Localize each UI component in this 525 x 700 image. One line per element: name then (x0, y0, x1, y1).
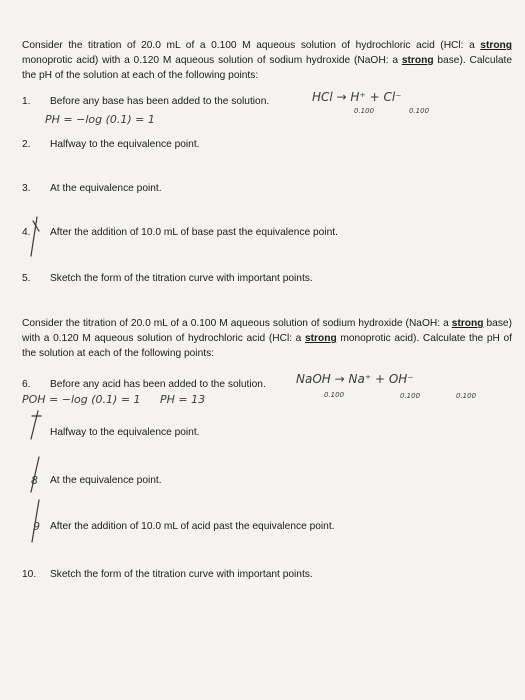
handwritten-poh: POH = −log (0.1) = 1 (22, 393, 141, 406)
pen-stroke (31, 411, 38, 439)
question-number: 10. (22, 569, 37, 580)
question-text: Halfway to the equivalence point. (50, 139, 200, 150)
strong-emphasis: strong (451, 318, 484, 329)
intro-text: base) with a 0.120 M aqueous solution of hydrochloric acid (HCl: a (22, 318, 512, 344)
question-text: Halfway to the equivalence point. (50, 427, 200, 438)
strong-emphasis: strong (480, 40, 512, 51)
question-text: Before any base has been added to the solution. (50, 96, 270, 107)
strong-emphasis: strong (304, 333, 337, 344)
handwritten-concentration: 0.100 (409, 107, 430, 115)
intro-text: Consider the titration of 20.0 mL of a 0.100 M aqueous solution of hydrochloric acid (HCl: a (22, 40, 481, 51)
question-text: At the equivalence point. (50, 475, 162, 486)
question-number: 3. (22, 183, 31, 194)
question-text: At the equivalence point. (50, 183, 162, 194)
handwritten-concentration: 0.100 (456, 392, 477, 400)
handwritten-number: 8 (31, 474, 38, 487)
question-text: After the addition of 10.0 mL of base past the equivalence point. (50, 227, 338, 238)
handwritten-number: 9 (33, 520, 40, 533)
handwritten-concentration: 0.100 (324, 391, 345, 399)
intro-text: base). Calculate the pH of the solution at each of the following points: (22, 55, 512, 81)
handwritten-reaction: NaOH → Na⁺ + OH⁻ (296, 372, 414, 386)
handwritten-concentration: 0.100 (400, 392, 421, 400)
question-number: 5. (22, 273, 31, 284)
handwritten-ph: PH = −log (0.1) = 1 (45, 113, 155, 126)
question-number: 1. (22, 96, 31, 107)
handwritten-reaction: HCl → H⁺ + Cl⁻ (312, 90, 402, 104)
strong-emphasis: strong (401, 55, 434, 66)
intro-text: Consider the titration of 20.0 mL of a 0.100 M aqueous solution of sodium hydroxide (NaOH: a (22, 318, 452, 329)
question-text: Sketch the form of the titration curve with important points. (50, 569, 313, 580)
question-number: 4. (22, 227, 31, 238)
handwritten-ph: PH = 13 (160, 393, 206, 406)
intro-text: monoprotic acid) with a 0.120 M aqueous solution of sodium hydroxide (NaOH: a (22, 55, 402, 66)
question-number: 6. (22, 379, 31, 390)
intro-text: monoprotic acid). Calculate the pH of the solution at each of the following points: (22, 333, 512, 359)
question-number: 2. (22, 139, 31, 150)
handwritten-concentration: 0.100 (354, 107, 375, 115)
question-text: After the addition of 10.0 mL of acid past the equivalence point. (50, 521, 335, 532)
question-text: Sketch the form of the titration curve with important points. (50, 273, 313, 284)
question-text: Before any acid has been added to the solution. (50, 379, 266, 390)
